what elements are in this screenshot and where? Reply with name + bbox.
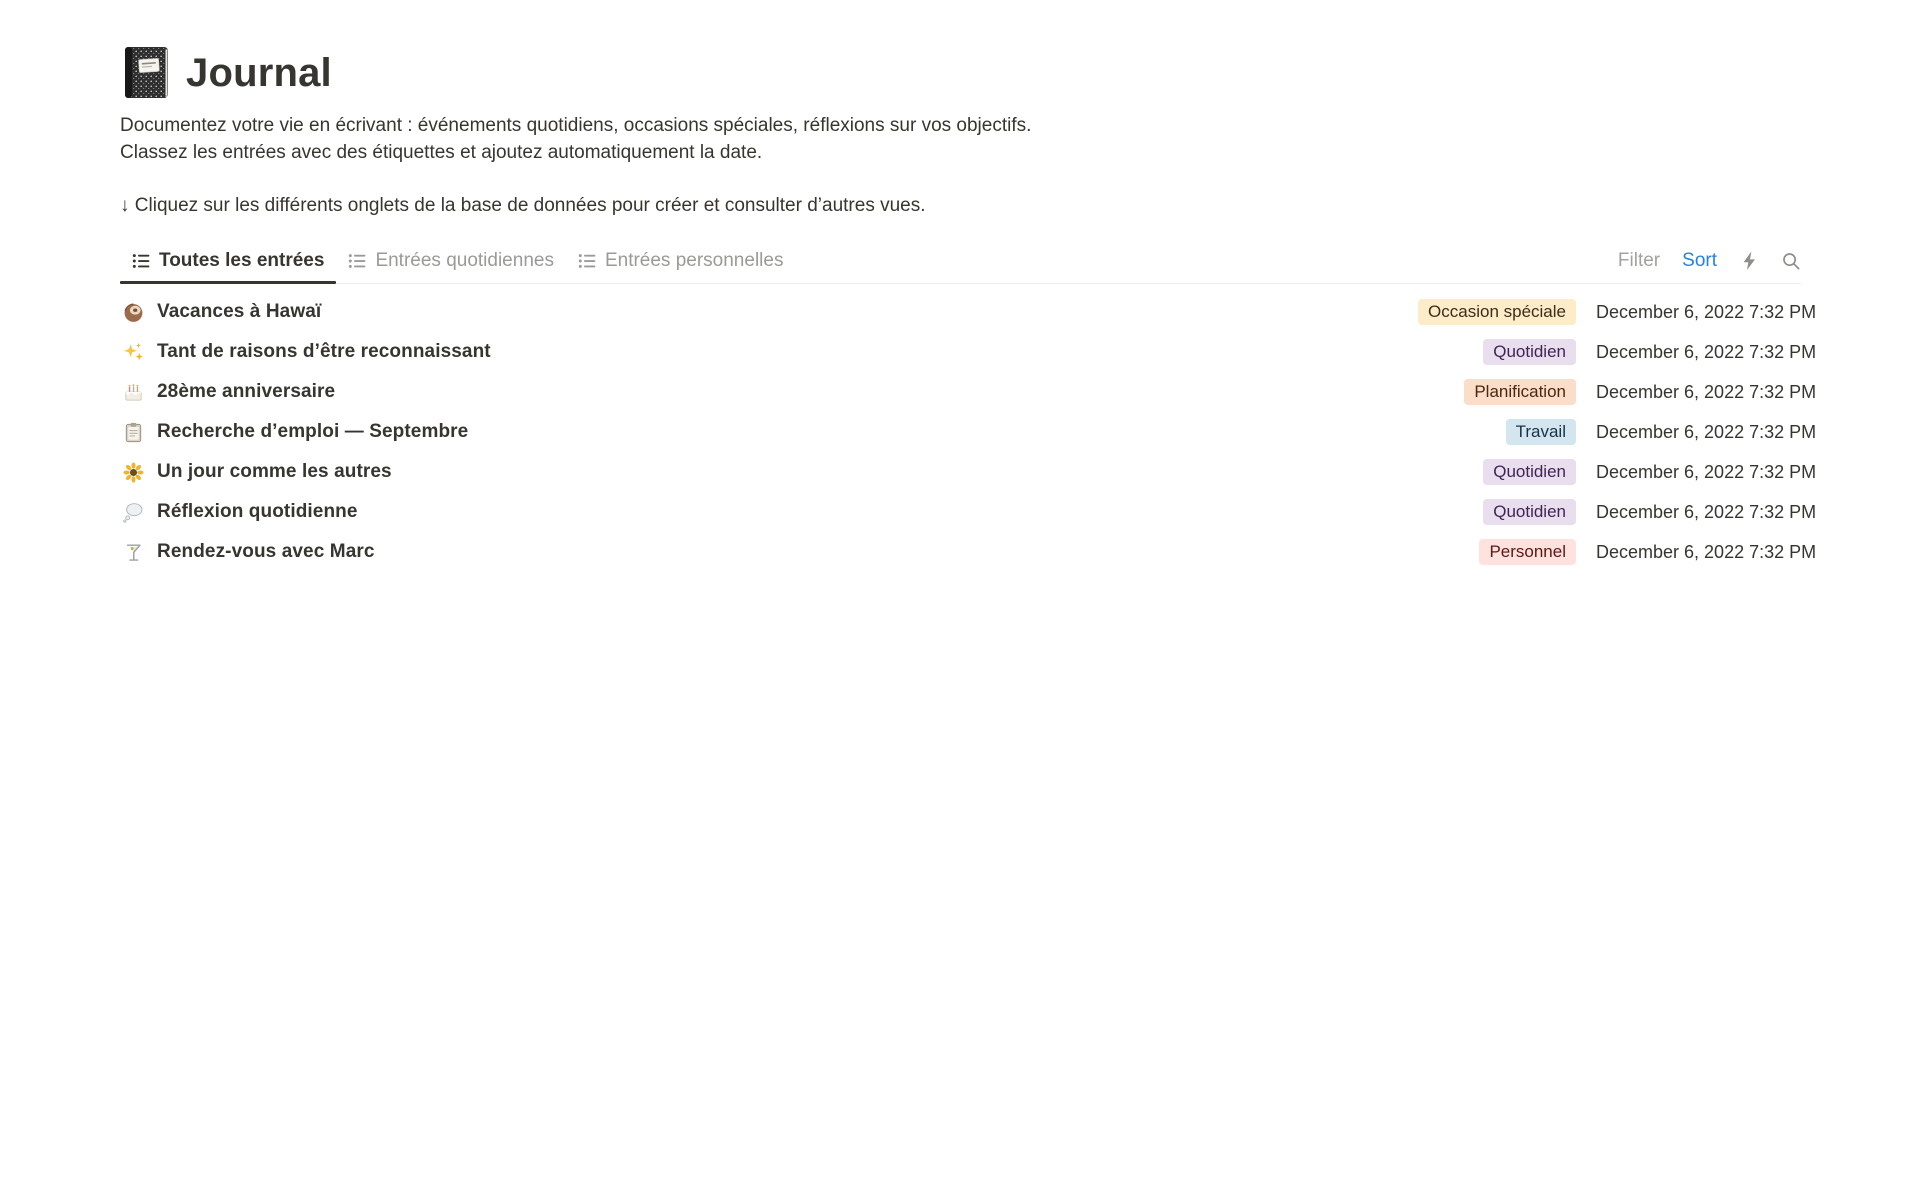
clipboard-icon <box>120 419 146 445</box>
entry-title: Vacances à Hawaï <box>157 301 322 322</box>
notebook-icon[interactable] <box>120 45 172 101</box>
tab-entrees-quotidiennes[interactable] <box>336 239 566 283</box>
tab-label: Entrées personnelles <box>604 250 784 271</box>
entry-date: December 6, 2022 7:32 PM <box>1596 381 1817 402</box>
tab-label: Toutes les entrées <box>159 250 325 271</box>
list-item[interactable] <box>120 532 1817 572</box>
list-item[interactable] <box>120 412 1817 452</box>
tag-badge: Personnel <box>1479 539 1576 565</box>
sparkles-icon <box>120 339 146 365</box>
entry-title: 28ème anniversaire <box>157 381 336 402</box>
tag-badge: Travail <box>1506 419 1576 445</box>
tag-badge: Quotidien <box>1483 499 1576 525</box>
bullet-list-icon <box>132 252 150 270</box>
entry-title: Tant de raisons d’être reconnaissant <box>157 341 491 362</box>
lightning-icon[interactable] <box>1739 251 1759 271</box>
entry-properties <box>1418 299 1817 325</box>
entry-date: December 6, 2022 7:32 PM <box>1596 341 1817 362</box>
entry-date: December 6, 2022 7:32 PM <box>1596 501 1817 522</box>
description-line: Documentez votre vie en écrivant : événements quotidiens, occasions spéciales, réflexions sur vos objectifs. <box>120 115 1032 136</box>
list-item[interactable] <box>120 332 1817 372</box>
thought-balloon-icon <box>120 499 146 525</box>
bullet-list-icon <box>578 252 596 270</box>
tag-badge: Planification <box>1464 379 1576 405</box>
entry-properties <box>1464 379 1817 405</box>
cocktail-glass-icon <box>120 539 146 565</box>
entry-properties <box>1483 459 1817 485</box>
entry-date: December 6, 2022 7:32 PM <box>1596 541 1817 562</box>
page-header <box>120 44 1801 102</box>
entry-date: December 6, 2022 7:32 PM <box>1596 421 1817 442</box>
entry-properties <box>1483 339 1817 365</box>
list-item[interactable] <box>120 292 1817 332</box>
filter-button[interactable]: Filter <box>1617 250 1661 271</box>
list-item[interactable] <box>120 372 1817 412</box>
journal-page <box>0 0 1920 572</box>
entry-date: December 6, 2022 7:32 PM <box>1596 301 1817 322</box>
entry-title: Réflexion quotidienne <box>157 501 358 522</box>
bullet-list-icon <box>348 252 366 270</box>
tab-entrees-personnelles[interactable] <box>566 239 796 283</box>
description-line: Classez les entrées avec des étiquettes et ajoutez automatiquement la date. <box>120 142 763 163</box>
list-item[interactable] <box>120 452 1817 492</box>
coconut-icon <box>120 299 146 325</box>
page-title: Journal <box>186 50 332 95</box>
database-toolbar <box>1618 250 1801 272</box>
entry-properties <box>1479 539 1817 565</box>
birthday-cake-icon <box>120 379 146 405</box>
view-tabs-bar <box>120 239 1801 284</box>
entry-title: Rendez-vous avec Marc <box>157 541 375 562</box>
tag-badge: Quotidien <box>1483 459 1576 485</box>
tag-badge: Occasion spéciale <box>1418 299 1576 325</box>
hint-text: ↓ Cliquez sur les différents onglets de la base de données pour créer et consulter d’autres vues. <box>120 195 926 216</box>
search-icon[interactable] <box>1781 251 1801 271</box>
entries-list <box>120 284 1817 572</box>
sunflower-icon <box>120 459 146 485</box>
list-item[interactable] <box>120 492 1817 532</box>
page-description <box>120 112 1801 166</box>
entry-properties <box>1506 419 1817 445</box>
entry-title: Un jour comme les autres <box>157 461 392 482</box>
entry-title: Recherche d’emploi — Septembre <box>157 421 469 442</box>
entry-date: December 6, 2022 7:32 PM <box>1596 461 1817 482</box>
entry-properties <box>1483 499 1817 525</box>
tab-toutes-les-entrees[interactable] <box>120 239 336 283</box>
sort-button[interactable]: Sort <box>1682 250 1717 271</box>
tag-badge: Quotidien <box>1483 339 1576 365</box>
tab-label: Entrées quotidiennes <box>375 250 554 271</box>
